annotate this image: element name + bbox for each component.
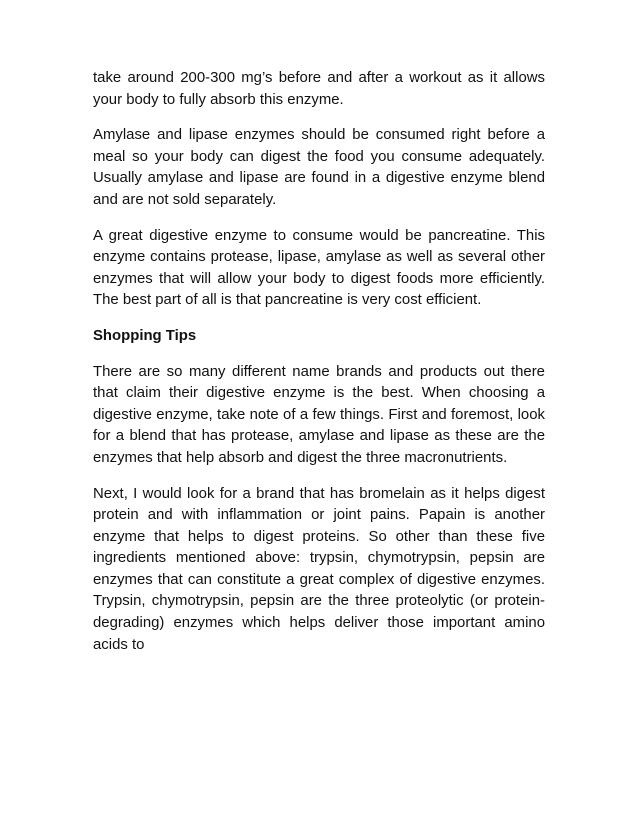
paragraph-pancreatine: A great digestive enzyme to consume would be pancreatine. This enzyme contains protease, lipase, amylase as well as several other enzymes that will allow your body to digest foods more efficiently. The best part of all is that pancreatine is very cost efficient. — [93, 227, 545, 309]
paragraph-workout-dosage: take around 200-300 mg’s before and after a workout as it allows your body to fully absorb this enzyme. — [93, 70, 545, 108]
paragraph-name-brands: There are so many different name brands and products out there that claim their digestive enzyme is the best. When choosing a digestive enzyme, take note of a few things. First and foremost, look for a blend that has protease, amylase and lipase as these are the enzymes that help absorb and digest the three macronutrients. — [93, 363, 545, 466]
paragraph-amylase-lipase: Amylase and lipase enzymes should be consumed right before a meal so your body can digest the food you consume adequately. Usually amylase and lipase are found in a digestive enzyme blend and are not sold separately. — [93, 127, 545, 208]
section-heading-shopping-tips: Shopping Tips — [93, 327, 197, 344]
paragraph-bromelain: Next, I would look for a brand that has bromelain as it helps digest protein and with inflammation or joint pains. Papain is another enzyme that helps to digest proteins. So other than these five ingredients mentioned above: trypsin, chymotrypsin, pepsin are enzymes that can constitute a great complex of digestive enzymes. Trypsin, chymotrypsin, pepsin are the three proteolytic (or protein-degrading) enzymes which helps deliver those important amino acids to — [93, 485, 545, 653]
document-body — [93, 68, 545, 670]
